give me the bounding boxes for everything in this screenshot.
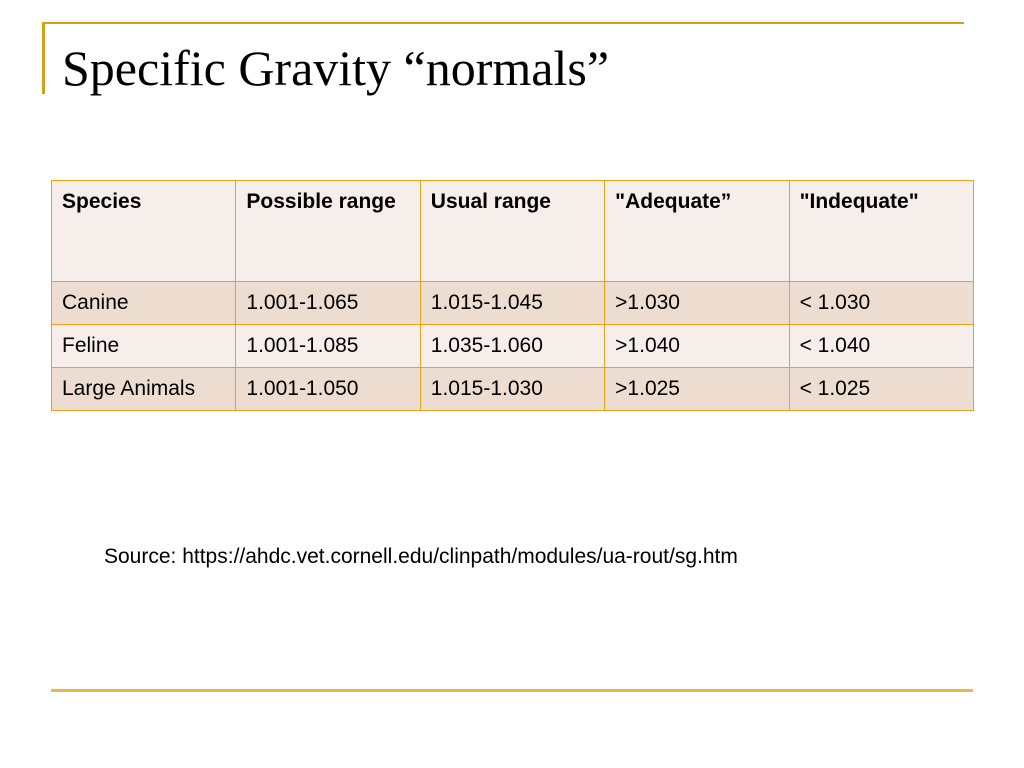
cell-possible-range: 1.001-1.050 [236,368,420,411]
cell-usual-range: 1.015-1.045 [420,282,604,325]
title-accent-bar [42,22,45,94]
header-species: Species [52,181,236,282]
header-possible-range: Possible range [236,181,420,282]
table-header-row [52,181,974,282]
cell-species: Canine [52,282,236,325]
cell-adequate: >1.030 [605,282,789,325]
slide-title: Specific Gravity “normals” [62,40,610,96]
header-adequate: "Adequate” [605,181,789,282]
cell-adequate: >1.025 [605,368,789,411]
cell-possible-range: 1.001-1.065 [236,282,420,325]
table-row-feline [52,325,974,368]
cell-species: Feline [52,325,236,368]
cell-inadequate: < 1.030 [789,282,973,325]
cell-usual-range: 1.015-1.030 [420,368,604,411]
cell-usual-range: 1.035-1.060 [420,325,604,368]
cell-species: Large Animals [52,368,236,411]
cell-inadequate: < 1.040 [789,325,973,368]
table-row-large-animals [52,368,974,411]
cell-inadequate: < 1.025 [789,368,973,411]
top-accent-line [42,22,964,24]
bottom-accent-line [51,689,973,692]
source-citation: Source: https://ahdc.vet.cornell.edu/clinpath/modules/ua-rout/sg.htm [104,545,738,568]
specific-gravity-table [51,180,974,411]
cell-possible-range: 1.001-1.085 [236,325,420,368]
header-usual-range: Usual range [420,181,604,282]
cell-adequate: >1.040 [605,325,789,368]
table-row-canine [52,282,974,325]
header-inadequate: "Indequate" [789,181,973,282]
